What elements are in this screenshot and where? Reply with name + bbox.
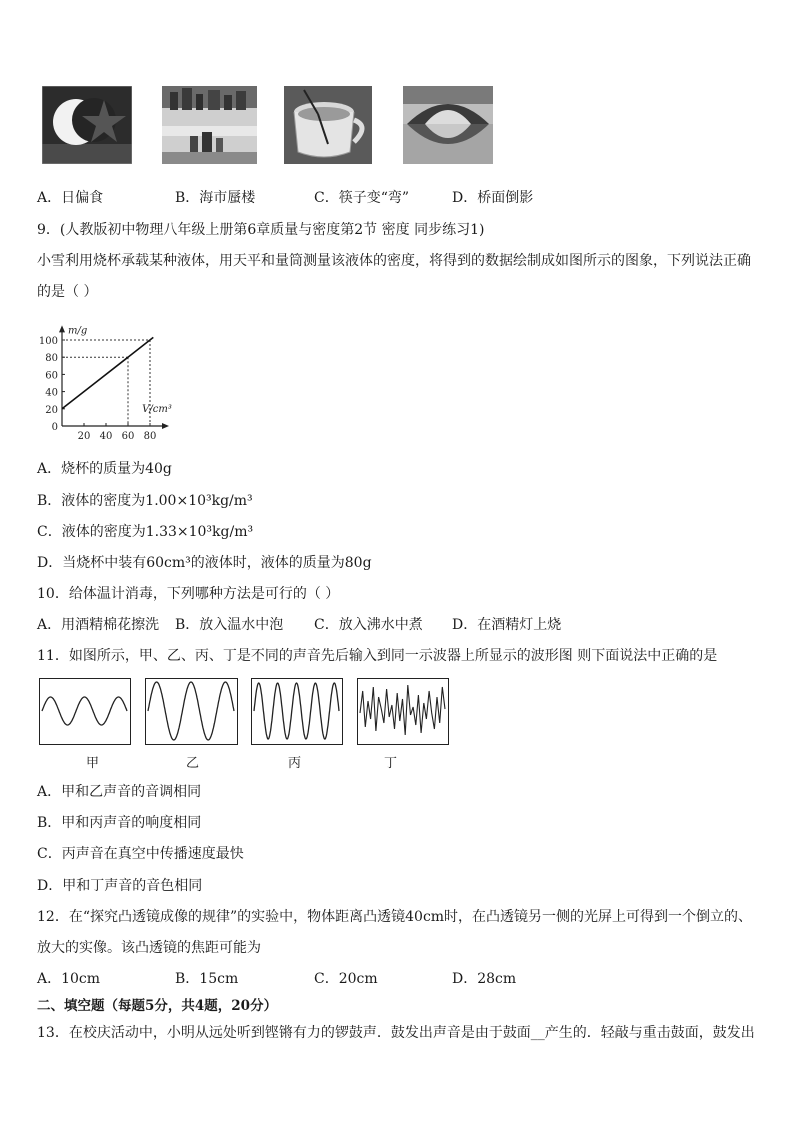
q10-options <box>37 614 737 634</box>
q12-stem-line2: 放大的实像。该凸透镜的焦距可能为 <box>37 940 261 956</box>
x-tick-label: 20 <box>77 431 91 440</box>
q10-option-c[interactable]: C．放入沸水中煮 <box>314 617 423 633</box>
q12-option-d[interactable]: D．28cm <box>452 971 517 987</box>
q11-option-d[interactable]: D．甲和丁声音的音色相同 <box>37 878 203 894</box>
q10-stem: 10．给体温计消毒，下列哪种方法是可行的（ ） <box>37 586 340 602</box>
y-tick-label: 20 <box>45 404 58 416</box>
x-tick-label: 80 <box>143 431 157 440</box>
q9-option-b[interactable]: B．液体的密度为1.00×10³kg/m³ <box>37 493 253 509</box>
q8-options <box>37 187 737 207</box>
q11-option-b[interactable]: B．甲和丙声音的响度相同 <box>37 815 202 831</box>
q11-stem: 11．如图所示，甲、乙、丙、丁是不同的声音先后输入到同一示波器上所显示的波形图 则下面说法中正确的是 <box>37 648 718 664</box>
q11-option-a[interactable]: A．甲和乙声音的音调相同 <box>37 784 202 800</box>
q12-option-c[interactable]: C．20cm <box>314 971 378 987</box>
q8-option-d[interactable]: D．桥面倒影 <box>452 190 534 206</box>
solar-eclipse-photo <box>42 86 132 164</box>
y-tick-label: 40 <box>45 387 58 399</box>
waveform-label-ding: 丁 <box>384 756 398 771</box>
x-tick-label: 60 <box>121 431 135 440</box>
q9-option-d[interactable]: D．当烧杯中装有60cm³的液体时，液体的质量为80g <box>37 555 372 571</box>
waveform-label-yi: 乙 <box>186 756 200 771</box>
bridge-reflection-photo <box>403 86 493 164</box>
y-tick-label: 60 <box>45 370 58 382</box>
q10-option-d[interactable]: D．在酒精灯上烧 <box>452 617 562 633</box>
q12-options <box>37 968 737 988</box>
q9-option-a[interactable]: A．烧杯的质量为40g <box>37 461 172 477</box>
q10-option-b[interactable]: B．放入温水中泡 <box>175 617 284 633</box>
q8-option-c[interactable]: C．筷子变“弯” <box>314 190 410 206</box>
waveform-label-jia: 甲 <box>86 756 100 771</box>
y-tick-label: 100 <box>38 336 58 347</box>
q8-option-a[interactable]: A．日偏食 <box>37 190 104 206</box>
section-heading: 二、填空题（每题5分，共4题，20分） <box>37 998 278 1014</box>
q9-stem-line2: 的是（ ） <box>37 284 98 300</box>
q13-stem: 13．在校庆活动中，小明从远处听到铿锵有力的锣鼓声．鼓发出声音是由于鼓面__产生的．轻敲与重击鼓面，鼓发出 <box>37 1025 755 1041</box>
q9-source: 9．(人教版初中物理八年级上册第6章质量与密度第2节 密度 同步练习1) <box>37 222 485 238</box>
mass-volume-chart <box>36 312 176 440</box>
data-line <box>62 337 153 408</box>
waveform-ding <box>357 678 449 745</box>
q12-stem-line1: 12．在“探究凸透镜成像的规律”的实验中，物体距离凸透镜40cm时，在凸透镜另一侧的光屏上可得到一个倒立的、 <box>37 909 753 925</box>
mirage-photo <box>162 86 257 164</box>
q11-option-c[interactable]: C．丙声音在真空中传播速度最快 <box>37 846 244 862</box>
x-axis-label: V/cm³ <box>142 404 172 415</box>
x-axis-arrow <box>162 423 169 429</box>
y-tick-label: 0 <box>51 422 58 433</box>
y-axis-arrow <box>59 325 65 332</box>
waveform-bing <box>251 678 343 745</box>
waveform-label-bing: 丙 <box>288 756 302 771</box>
q9-option-c[interactable]: C．液体的密度为1.33×10³kg/m³ <box>37 524 254 540</box>
q12-option-b[interactable]: B．15cm <box>175 971 239 987</box>
waveform-jia <box>39 678 131 745</box>
waveform-yi <box>145 678 238 745</box>
y-tick-label: 80 <box>45 353 58 365</box>
q8-option-b[interactable]: B．海市蜃楼 <box>175 190 256 206</box>
q12-option-a[interactable]: A．10cm <box>37 971 101 987</box>
q10-option-a[interactable]: A．用酒精棉花擦洗 <box>37 617 160 633</box>
y-axis-label: m/g <box>68 325 88 337</box>
chopsticks-bent-photo <box>284 86 372 164</box>
x-tick-label: 40 <box>99 431 113 440</box>
q9-stem-line1: 小雪利用烧杯承载某种液体，用天平和量筒测量该液体的密度，将得到的数据绘制成如图所示的图象，下列说法正确 <box>37 253 751 269</box>
